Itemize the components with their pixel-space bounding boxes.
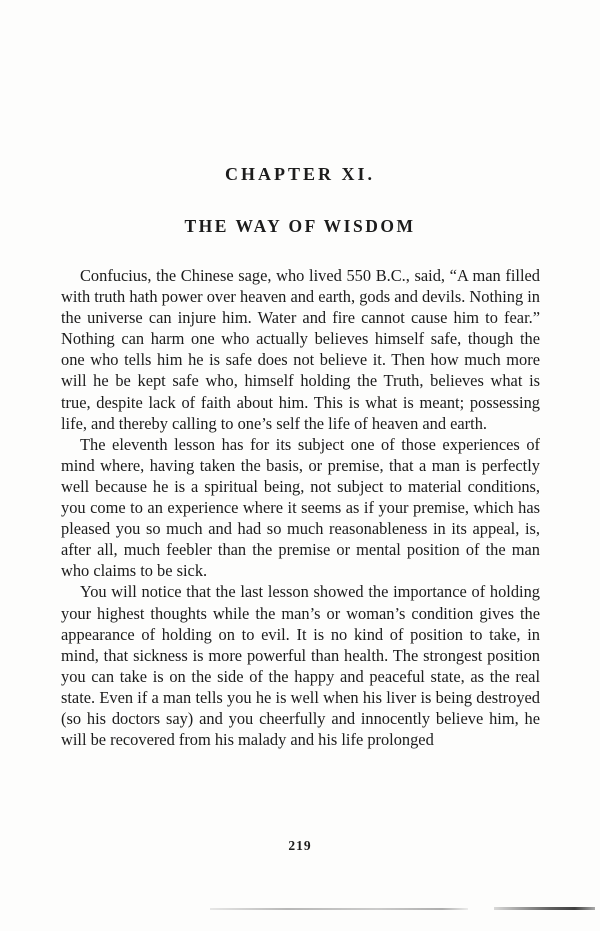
paragraph-eleventh-lesson: The eleventh lesson has for its subject one of those experiences of mind where, having taken the basis, or premise, that a man is perfectly well because he is a spiritual being, not subject to material conditions, you come to an experience where it seems as if your premise, which has pleased you so much and had so much reasonableness in its appeal, is, after all, much feebler than the premise or mental position of the man who claims to be sick. (61, 434, 540, 581)
paragraph-last-lesson: You will notice that the last lesson showed the importance of holding your highest thoughts while the man’s or woman’s condition gives the appearance of holding on to evil. It is no kind of position to take, in mind, that sickness is more powerful than health. The strongest position you can take is on the side of the happy and peaceful state, as the real state. Even if a man tells you he is well when his liver is being destroyed (so his doctors say) and you cheerfully and innocently believe him, he will be recovered from his malady and his life prolonged (61, 582, 540, 750)
body-text (61, 265, 540, 750)
scan-edge-artifact-right (494, 907, 595, 910)
scan-edge-artifact-left (210, 908, 468, 910)
chapter-heading: CHAPTER XI. (224, 164, 375, 184)
page-number: 219 (288, 838, 312, 853)
chapter-title: THE WAY OF WISDOM (184, 216, 416, 236)
paragraph-confucius: Confucius, the Chinese sage, who lived 550 B.C., said, “A man filled with truth hath power over heaven and earth, gods and devils. Nothing in the universe can injure him. Water and fire cannot cause him to fear.” Nothing can harm one who actually believes himself safe, though the one who tells him he is safe does not believe it. Then how much more will he be kept safe who, himself holding the Truth, believes what is true, despite lack of faith about him. This is what is meant; possessing life, and thereby calling to one’s self the life of heaven and earth. (61, 266, 540, 433)
